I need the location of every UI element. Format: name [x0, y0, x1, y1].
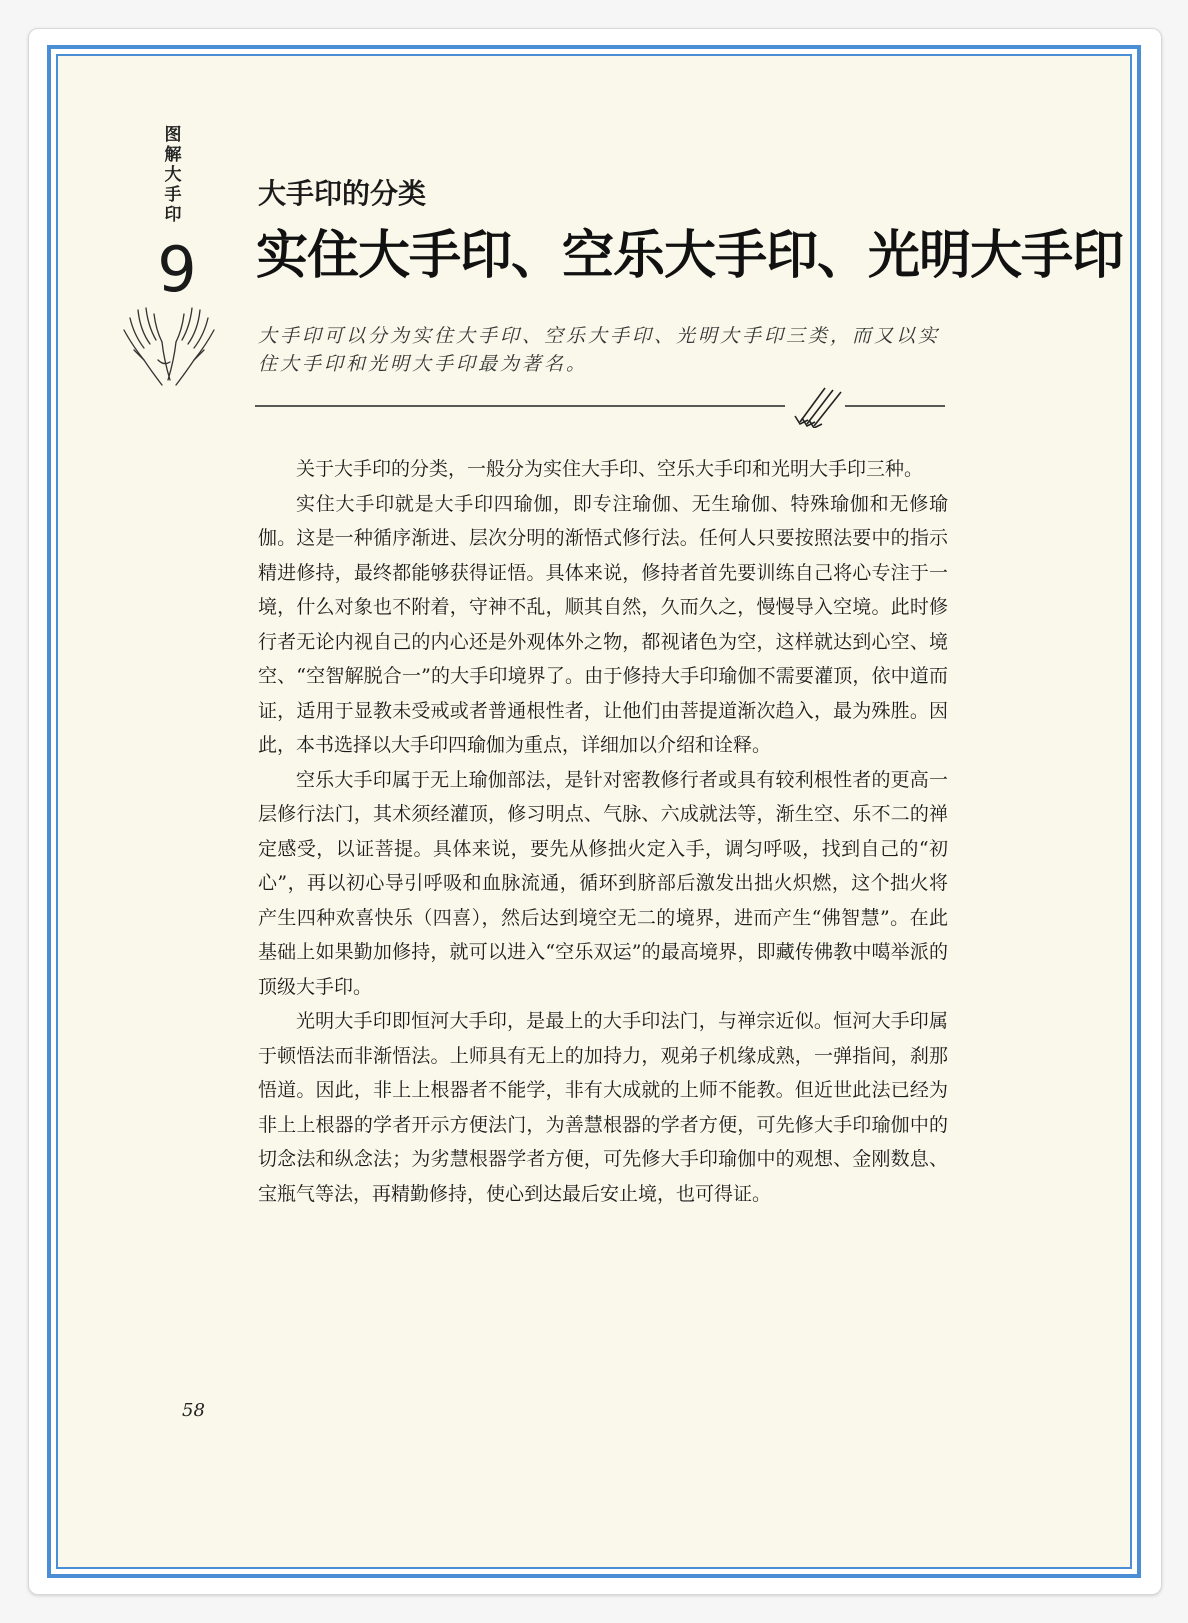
body-text [258, 452, 948, 1211]
page-number: 58 [182, 1400, 205, 1421]
paragraph: 实住大手印就是大手印四瑜伽，即专注瑜伽、无生瑜伽、特殊瑜伽和无修瑜伽。这是一种循序渐进、层次分明的渐悟式修行法。任何人只要按照法要中的指示精进修持，最终都能够获得证悟。具体来说，修持者首先要训练自己将心专注于一境，什么对象也不附着，守神不乱，顺其自然，久而久之，慢慢导入空境。此时修行者无论内视自己的内心还是外观体外之物，都视诸色为空，这样就达到心空、境空、“空智解脱合一”的大手印境界了。由于修持大手印瑜伽不需要灌顶，依中道而证，适用于显教未受戒或者普通根性者，让他们由菩提道渐次趋入，最为殊胜。因此，本书选择以大手印四瑜伽为重点，详细加以介绍和诠释。 [258, 492, 948, 756]
arrows-icon [795, 388, 841, 428]
section-divider [255, 378, 945, 428]
section-subtitle: 大手印的分类 [258, 177, 427, 210]
praying-hands-icon [114, 300, 224, 390]
intro-summary: 大手印可以分为实住大手印、空乐大手印、光明大手印三类，而又以实住大手印和光明大手印最为著名。 [258, 325, 941, 375]
chapter-number: 9 [157, 233, 197, 306]
page-title: 实住大手印、空乐大手印、光明大手印 [256, 226, 1124, 286]
series-title: 图解大手印 [164, 125, 182, 225]
paragraph: 关于大手印的分类，一般分为实住大手印、空乐大手印和光明大手印三种。 [296, 458, 924, 480]
paragraph: 光明大手印即恒河大手印，是最上的大手印法门，与禅宗近似。恒河大手印属于顿悟法而非渐悟法。上师具有无上的加持力，观弟子机缘成熟，一弹指间，刹那悟道。因此，非上上根器者不能学，非有大成就的上师不能教。但近世此法已经为非上上根器的学者开示方便法门，为善慧根器的学者方便，可先修大手印瑜伽中的切念法和纵念法；为劣慧根器学者方便，可先修大手印瑜伽中的观想、金刚数息、宝瓶气等法，再精勤修持，使心到达最后安止境，也可得证。 [258, 1010, 948, 1205]
paragraph: 空乐大手印属于无上瑜伽部法，是针对密教修行者或具有较利根性者的更高一层修行法门，其术须经灌顶，修习明点、气脉、六成就法等，渐生空、乐不二的禅定感受，以证菩提。具体来说，要先从修拙火定入手，调匀呼吸，找到自己的“初心”，再以初心导引呼吸和血脉流通，循环到脐部后激发出拙火炽燃，这个拙火将产生四种欢喜快乐（四喜），然后达到境空无二的境界，进而产生“佛智慧”。在此基础上如果勤加修持，就可以进入“空乐双运”的最高境界，即藏传佛教中噶举派的顶级大手印。 [258, 768, 948, 998]
